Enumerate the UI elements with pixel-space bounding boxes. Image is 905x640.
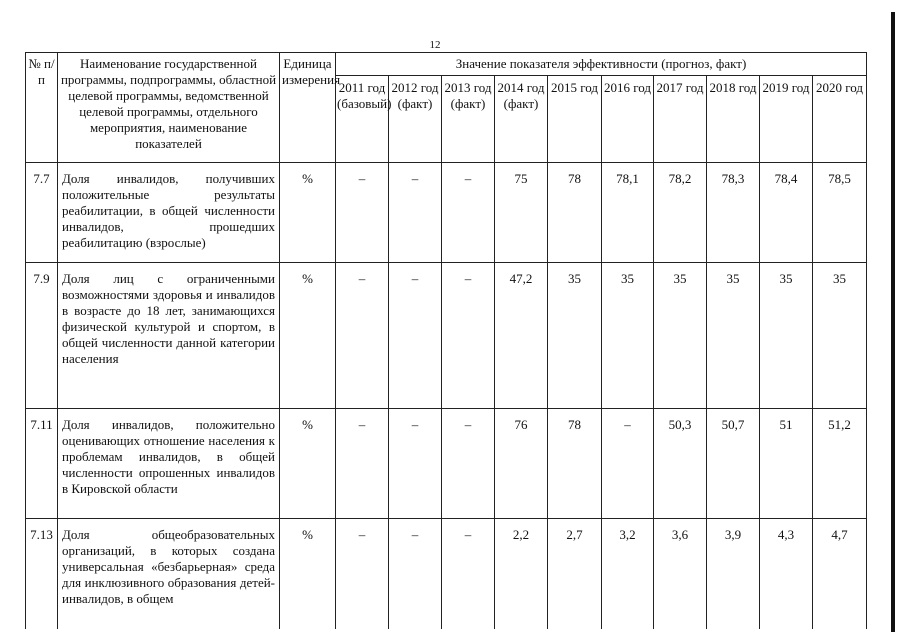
- row-value: –: [336, 263, 389, 409]
- row-unit: %: [280, 163, 336, 263]
- row-value: 78,3: [707, 163, 760, 263]
- row-value: –: [336, 163, 389, 263]
- table-row: [26, 163, 867, 263]
- row-value: 35: [548, 263, 602, 409]
- row-num: 7.13: [26, 519, 58, 630]
- row-value: –: [442, 163, 495, 263]
- row-value: 75: [495, 163, 548, 263]
- row-value: 2,2: [495, 519, 548, 630]
- row-value: 35: [760, 263, 813, 409]
- row-value: –: [442, 409, 495, 519]
- row-value: 51,2: [813, 409, 867, 519]
- row-num: 7.9: [26, 263, 58, 409]
- row-value: 35: [707, 263, 760, 409]
- row-name: Доля инвалидов, положительно оценивающих отношение населения к проблемам инвалидов, в общей численности опрошенных инвалидов в Кировской области: [58, 409, 280, 519]
- row-unit: %: [280, 263, 336, 409]
- header-num: № п/п: [26, 53, 58, 163]
- header-year: 2018 год: [707, 76, 760, 163]
- row-unit: %: [280, 519, 336, 630]
- row-value: 78: [548, 163, 602, 263]
- row-value: 3,2: [602, 519, 654, 630]
- row-value: –: [336, 519, 389, 630]
- row-value: 2,7: [548, 519, 602, 630]
- row-unit: %: [280, 409, 336, 519]
- row-value: 78,5: [813, 163, 867, 263]
- row-name: Доля инвалидов, получивших положительные результаты реабилитации, в общей численности инвалидов, прошедших реабилитацию (взрослые): [58, 163, 280, 263]
- row-value: 47,2: [495, 263, 548, 409]
- header-values-title: Значение показателя эффективности (прогноз, факт): [336, 53, 867, 76]
- row-num: 7.11: [26, 409, 58, 519]
- row-value: –: [389, 263, 442, 409]
- row-value: –: [389, 409, 442, 519]
- header-year: 2012 год (факт): [389, 76, 442, 163]
- row-value: –: [389, 163, 442, 263]
- row-value: 3,9: [707, 519, 760, 630]
- row-value: 78,1: [602, 163, 654, 263]
- row-value: –: [389, 519, 442, 630]
- page-number: 12: [429, 39, 441, 51]
- row-value: 4,7: [813, 519, 867, 630]
- header-year: 2016 год: [602, 76, 654, 163]
- header-name: Наименование государственной программы, подпрограммы, областной целевой программы, ведомственной целевой программы, отдельного мероприятия, наименование показателей: [58, 53, 280, 163]
- row-value: 3,6: [654, 519, 707, 630]
- table-row: [26, 519, 867, 630]
- indicator-table: [25, 52, 867, 629]
- header-year: 2015 год: [548, 76, 602, 163]
- header-year: 2019 год: [760, 76, 813, 163]
- row-value: 78: [548, 409, 602, 519]
- header-year: 2011 год (базовый): [336, 76, 389, 163]
- row-value: 51: [760, 409, 813, 519]
- scan-edge-bar: [891, 12, 895, 632]
- row-value: –: [602, 409, 654, 519]
- row-value: 50,7: [707, 409, 760, 519]
- row-value: 50,3: [654, 409, 707, 519]
- header-year: 2017 год: [654, 76, 707, 163]
- row-value: 35: [813, 263, 867, 409]
- row-num: 7.7: [26, 163, 58, 263]
- row-value: 4,3: [760, 519, 813, 630]
- header-year: 2014 год (факт): [495, 76, 548, 163]
- row-value: –: [442, 263, 495, 409]
- table-row: [26, 409, 867, 519]
- row-value: 35: [602, 263, 654, 409]
- header-unit: Единица измерения: [280, 53, 336, 163]
- row-value: 78,2: [654, 163, 707, 263]
- row-value: 35: [654, 263, 707, 409]
- row-name: Доля лиц с ограниченными возможностями здоровья и инвалидов в возрасте до 18 лет, занимающихся физической культурой и спортом, в общей численности данной категории населения: [58, 263, 280, 409]
- row-value: –: [442, 519, 495, 630]
- header-year: 2020 год: [813, 76, 867, 163]
- row-value: –: [336, 409, 389, 519]
- row-value: 78,4: [760, 163, 813, 263]
- row-value: 76: [495, 409, 548, 519]
- header-year: 2013 год (факт): [442, 76, 495, 163]
- row-name: Доля общеобразовательных организаций, в которых создана универсальная «безбарьерная» среда для инклюзивного образования детей-инвалидов, в общем: [58, 519, 280, 630]
- table-row: [26, 263, 867, 409]
